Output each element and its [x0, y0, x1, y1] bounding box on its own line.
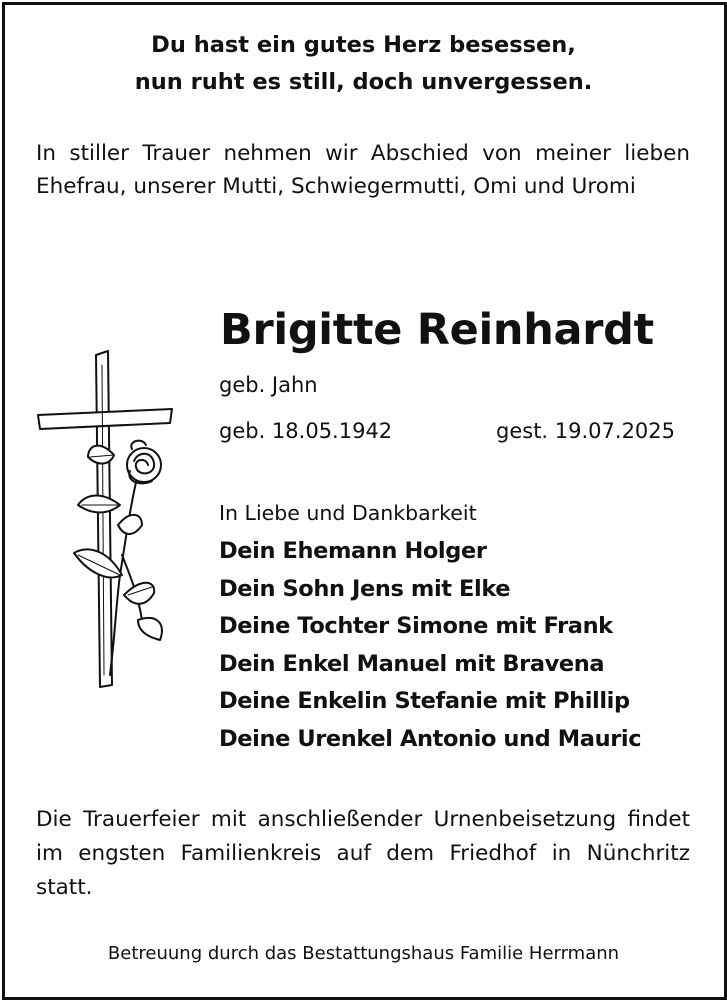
motto-line-2: nun ruht es still, doch unvergessen.	[134, 69, 593, 95]
thanks-line: In Liebe und Dankbarkeit	[219, 501, 477, 525]
motto-line-1: Du hast ein gutes Herz besessen,	[151, 32, 576, 58]
funeral-note: Die Trauerfeier mit anschließender Urnenbeisetzung findet im engsten Familienkreis auf dem Friedhof in Nünchritz statt.	[36, 807, 690, 900]
mourners-list	[219, 533, 641, 758]
mourner-item: Deine Enkelin Stefanie mit Phillip	[219, 688, 630, 714]
death-date: gest. 19.07.2025	[496, 419, 676, 443]
mourner-item: Dein Sohn Jens mit Elke	[219, 575, 511, 602]
motto	[0, 27, 727, 101]
mourner-item: Dein Ehemann Holger	[219, 538, 487, 564]
intro-text: In stiller Trauer nehmen wir Abschied von meiner lieben Ehefrau, unserer Mutti, Schwiegermutti, Omi und Uromi	[36, 141, 690, 199]
mourner-item: Deine Tochter Simone mit Frank	[219, 613, 613, 639]
undertaker-credit: Betreuung durch das Bestattungshaus Familie Herrmann	[107, 943, 620, 964]
birth-date: geb. 18.05.1942	[219, 419, 393, 443]
mourner-item: Deine Urenkel Antonio und Mauric	[219, 725, 642, 752]
cross-with-rose-icon	[30, 345, 180, 695]
mourner-item: Dein Enkel Manuel mit Bravena	[219, 650, 605, 677]
deceased-name: Brigitte Reinhardt	[220, 305, 654, 355]
maiden-name: geb. Jahn	[219, 373, 318, 397]
